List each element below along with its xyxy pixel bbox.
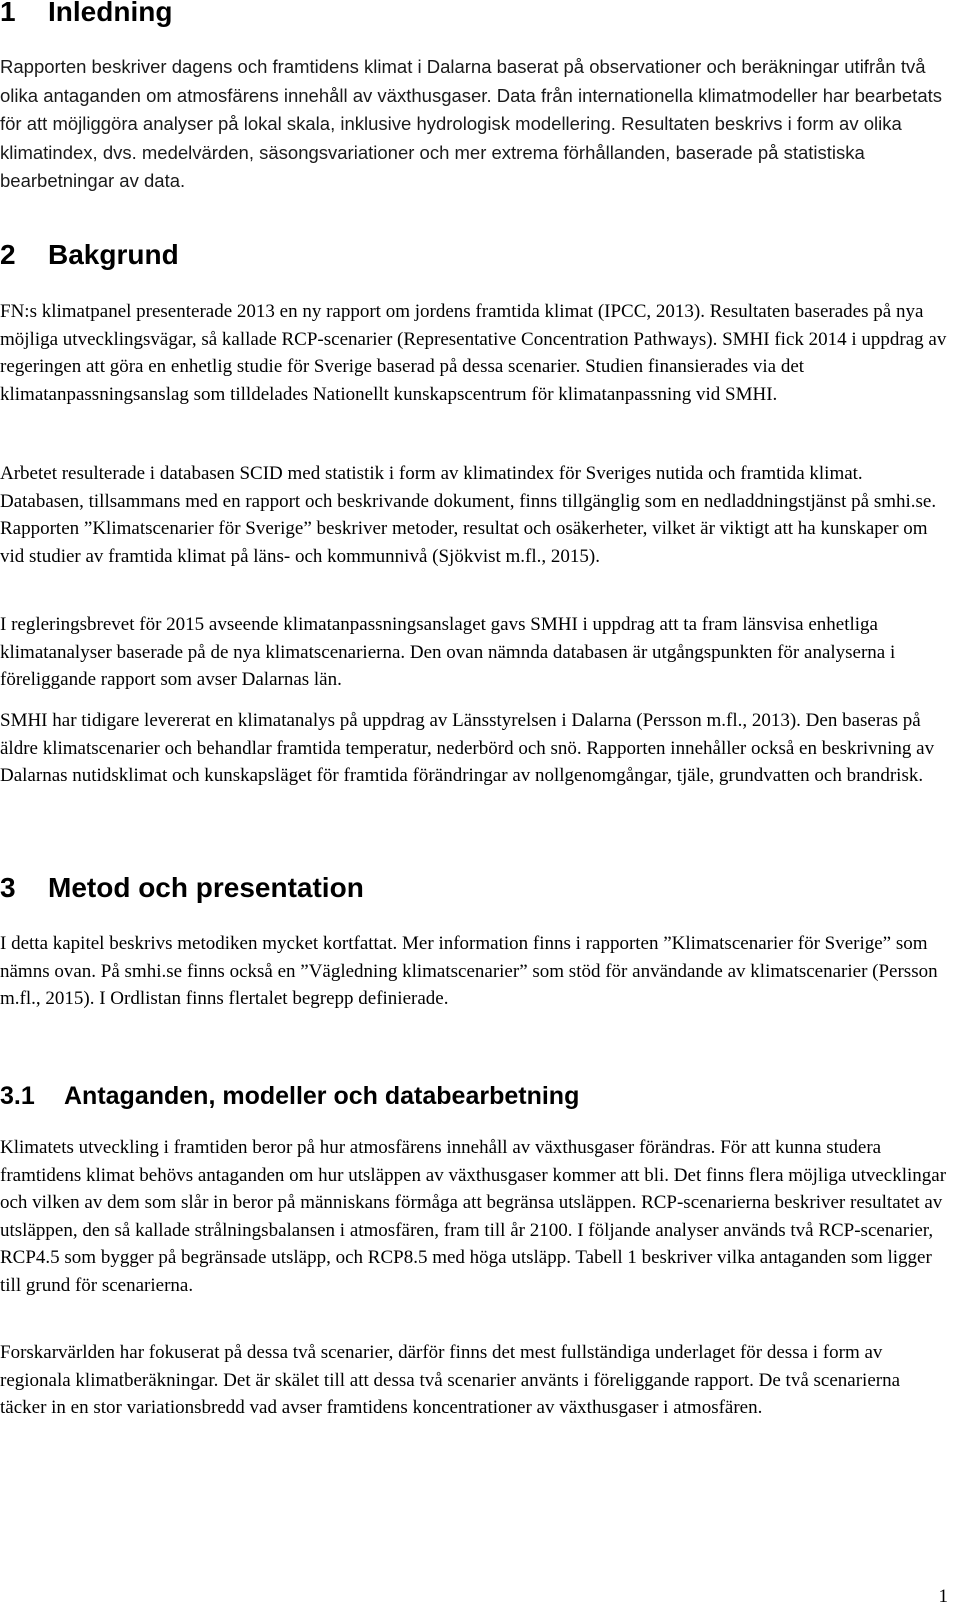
section-bakgrund-body (0, 460, 950, 570)
section-inledning (0, 0, 950, 29)
section-title: Antaganden, modeller och databearbetning (64, 1082, 580, 1110)
paragraph: Klimatets utveckling i framtiden beror på hur atmosfärens innehåll av växthusgaser förändras. För att kunna studera framtidens klimat behövs antaganden om hur utsläppen av växthusgaser kommer att bli. Det finns flera möjliga utvecklingar och vilken av dem som slår in beror på människans förmåga att begränsa utsläppen. RCP-scenarierna beskriver resultatet av utsläppen, den så kallade strålningsbalansen i atmosfären, fram till år 2100. I följande analyser används två RCP-scenarier, RCP4.5 som bygger på begränsade utsläpp, och RCP8.5 med höga utsläpp. Tabell 1 beskriver vilka antaganden som ligger till grund för scenarierna. (0, 1137, 947, 1296)
section-heading (0, 871, 950, 905)
section-bakgrund-body (0, 611, 950, 694)
page-number: 1 (938, 1586, 948, 1607)
paragraph: Rapporten beskriver dagens och framtidens klimat i Dalarna baserat på observationer och beräkningar utifrån två olika antaganden om atmosfärens innehåll av växthusgaser. Data från internationella klimatmodeller har bearbetats för att möjliggöra analyser på lokal skala, inklusive hydrologisk modellering. Resultaten beskrivs i form av olika klimatindex, dvs. medelvärden, säsongsvariationer och mer extrema förhållanden, baserade på statistiska bearbetningar av data. (0, 56, 942, 191)
section-heading (0, 0, 950, 29)
paragraph: Forskarvärlden har fokuserat på dessa två scenarier, därför finns det mest fullständiga underlaget för dessa i form av regionala klimatberäkningar. Det är skälet till att dessa två scenarier använts i föreliggande rapport. De två scenarierna täcker in en stor variationsbredd vad avser framtidens koncentrationer av växthusgaser i atmosfären. (0, 1342, 901, 1418)
section-antaganden-body (0, 1134, 950, 1299)
section-bakgrund-body (0, 298, 950, 408)
section-bakgrund (0, 238, 950, 272)
section-metod-body (0, 930, 950, 1013)
section-number: 3.1 (0, 1082, 35, 1110)
paragraph: FN:s klimatpanel presenterade 2013 en ny rapport om jordens framtida klimat (IPCC, 2013). Resultaten baserades på nya möjliga utvecklingsvägar, så kallade RCP-scenarier (Representative Concentration Pathways). SMHI fick 2014 i uppdrag av regeringen att göra en enhetlig studie för Sverige baserad på dessa scenarier. Studien finansierades via det klimatanpassningsanslag som tilldelades Nationellt kunskapscentrum för klimatanpassning vid SMHI. (0, 301, 947, 405)
section-number: 3 (0, 872, 16, 903)
section-antaganden-body (0, 1339, 950, 1422)
section-metod (0, 871, 950, 905)
section-title: Metod och presentation (48, 872, 364, 903)
section-number: 2 (0, 239, 16, 270)
paragraph: I regleringsbrevet för 2015 avseende klimatanpassningsanslaget gavs SMHI i uppdrag att ta fram länsvisa enhetliga klimatanalyser baserade på de nya klimatscenarierna. Den ovan nämnda databasen är utgångspunkten för analyserna i föreliggande rapport som avser Dalarnas län. (0, 614, 896, 690)
section-title: Bakgrund (48, 239, 179, 270)
section-bakgrund-body (0, 707, 950, 790)
section-number: 1 (0, 0, 16, 27)
paragraph: SMHI har tidigare levererat en klimatanalys på uppdrag av Länsstyrelsen i Dalarna (Persson m.fl., 2013). Den baseras på äldre klimatscenarier och behandlar framtida temperatur, nederbörd och snö. Rapporten innehåller också en beskrivning av Dalarnas nutidsklimat och kunskapsläget för framtida förändringar av nollgenomgångar, tjäle, grundvatten och brandrisk. (0, 710, 935, 786)
section-heading (0, 238, 950, 272)
section-antaganden (0, 1080, 950, 1112)
paragraph: I detta kapitel beskrivs metodiken mycket kortfattat. Mer information finns i rapporten ”Klimatscenarier för Sverige” som nämns ovan. På smhi.se finns också en ”Vägledning klimatscenarier” som stöd för användande av klimatscenarier (Persson m.fl., 2015). I Ordlistan finns flertalet begrepp definierade. (0, 933, 938, 1009)
paragraph: Arbetet resulterade i databasen SCID med statistik i form av klimatindex för Sveriges nutida och framtida klimat. Databasen, tillsammans med en rapport och beskrivande dokument, finns tillgänglig som en nedladdningstjänst på smhi.se. Rapporten ”Klimatscenarier för Sverige” beskriver metoder, resultat och osäkerheter, vilket är viktigt att ha kunskaper om vid studier av framtida klimat på läns- och kommunnivå (Sjökvist m.fl., 2015). (0, 463, 937, 567)
section-title: Inledning (48, 0, 173, 27)
section-inledning-body (0, 53, 950, 196)
subsection-heading (0, 1080, 950, 1112)
